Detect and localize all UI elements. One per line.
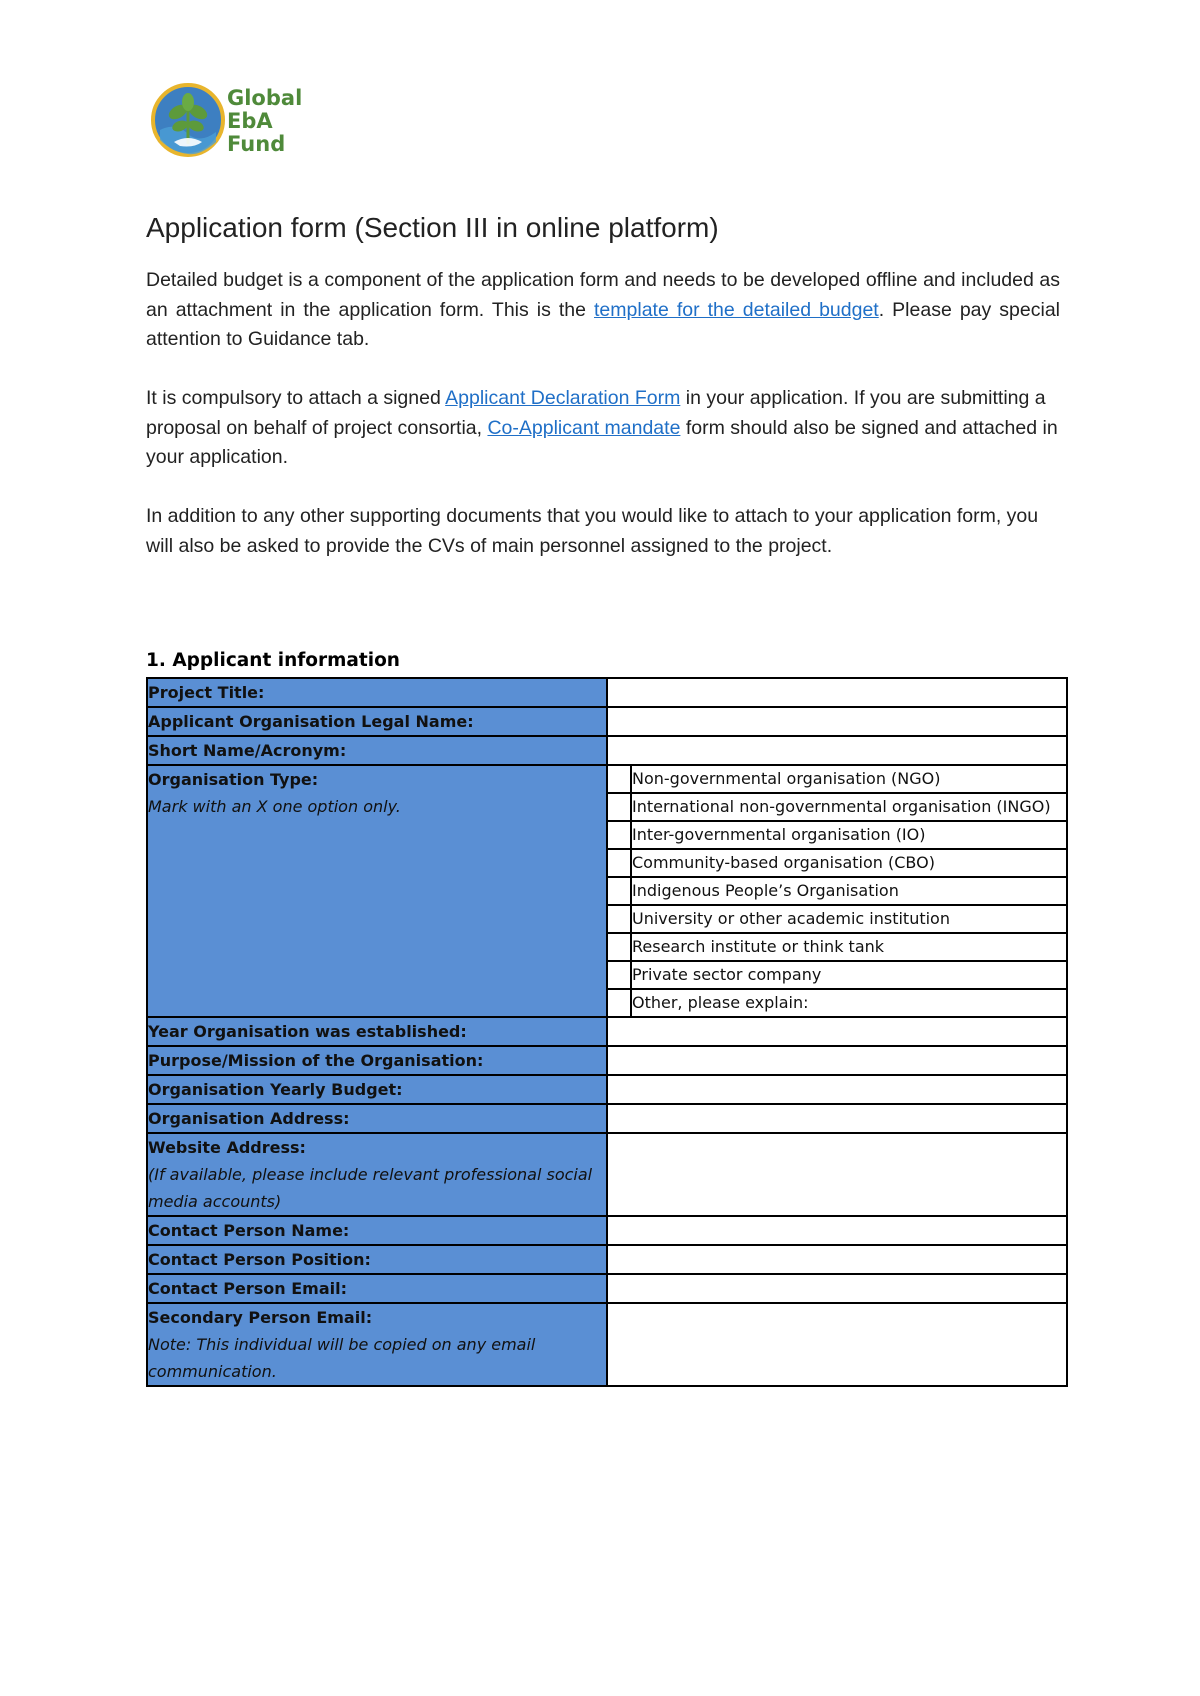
field-label: Applicant Organisation Legal Name:: [147, 707, 607, 736]
field-label: Project Title:: [147, 678, 607, 707]
field-label: Contact Person Email:: [147, 1274, 607, 1303]
purpose-mission-field[interactable]: [607, 1046, 1067, 1075]
field-label: Contact Person Position:: [147, 1245, 607, 1274]
table-row: [147, 1046, 1067, 1075]
page-title: Application form (Section III in online platform): [146, 212, 719, 243]
secondary-email-field[interactable]: [607, 1303, 1067, 1386]
org-type-checkbox[interactable]: [607, 989, 631, 1017]
table-row: [147, 736, 1067, 765]
field-note: Mark with an X one option only.: [148, 797, 401, 816]
contact-position-field[interactable]: [607, 1245, 1067, 1274]
field-label: Purpose/Mission of the Organisation:: [147, 1046, 607, 1075]
budget-paragraph: [146, 266, 1060, 355]
organisation-address-field[interactable]: [607, 1104, 1067, 1133]
globe-leaf-icon: [150, 82, 226, 158]
field-label: Organisation Address:: [147, 1104, 607, 1133]
org-type-option: International non-governmental organisation (INGO): [631, 793, 1067, 821]
declaration-paragraph: [146, 384, 1060, 473]
table-row: [147, 1303, 1067, 1386]
paragraph-text: . Please pay special attention to Guidance tab.: [146, 298, 1060, 350]
applicant-declaration-form-link[interactable]: Applicant Declaration Form: [445, 387, 681, 409]
org-type-option: Other, please explain:: [631, 989, 1067, 1017]
org-type-checkbox[interactable]: [607, 877, 631, 905]
field-note: Note: This individual will be copied on any email communication.: [148, 1335, 536, 1381]
paragraph-text: Detailed budget is a component of the application form and needs to be developed offline and included as an attachment in the application form. This is the: [146, 269, 1060, 321]
org-type-option: Inter-governmental organisation (IO): [631, 821, 1067, 849]
org-type-checkbox[interactable]: [607, 849, 631, 877]
table-row: [147, 678, 1067, 707]
section-heading: 1. Applicant information: [146, 650, 400, 671]
table-row: [147, 1017, 1067, 1046]
table-row: [147, 1133, 1067, 1216]
org-type-option: Non-governmental organisation (NGO): [631, 765, 1067, 793]
field-label: Short Name/Acronym:: [147, 736, 607, 765]
field-label: Secondary Person Email:: [148, 1308, 373, 1327]
org-type-option: University or other academic institution: [631, 905, 1067, 933]
field-label: Organisation Yearly Budget:: [147, 1075, 607, 1104]
table-row: [147, 1104, 1067, 1133]
logo-line: Fund: [227, 132, 286, 156]
organisation-type-label-cell: [147, 765, 607, 1017]
website-label-cell: [147, 1133, 607, 1216]
project-title-field[interactable]: [607, 678, 1067, 707]
org-type-checkbox[interactable]: [607, 793, 631, 821]
field-label: Contact Person Name:: [147, 1216, 607, 1245]
paragraph-text: It is compulsory to attach a signed: [146, 387, 446, 409]
contact-email-field[interactable]: [607, 1274, 1067, 1303]
table-row: [147, 1274, 1067, 1303]
org-type-checkbox[interactable]: [607, 933, 631, 961]
yearly-budget-field[interactable]: [607, 1075, 1067, 1104]
field-label: Website Address:: [148, 1138, 306, 1157]
year-established-field[interactable]: [607, 1017, 1067, 1046]
org-type-option: Community-based organisation (CBO): [631, 849, 1067, 877]
table-row: [147, 765, 1067, 793]
table-row: [147, 1216, 1067, 1245]
table-row: [147, 707, 1067, 736]
paragraph-text: in your application. If you are submitting a proposal on behalf of project consortia,: [146, 387, 1046, 439]
detailed-budget-template-link[interactable]: template for the detailed budget: [594, 298, 879, 321]
co-applicant-mandate-link[interactable]: Co-Applicant mandate: [487, 416, 681, 439]
supporting-documents-paragraph: In addition to any other supporting documents that you would like to attach to your application form, you will also be asked to provide the CVs of main personnel assigned to the project.: [146, 505, 1039, 557]
logo-line: EbA: [227, 109, 273, 133]
acronym-field[interactable]: [607, 736, 1067, 765]
paragraph-text: form should also be signed and attached in your application.: [146, 416, 1058, 468]
logo-line: Global: [227, 86, 303, 110]
org-type-checkbox[interactable]: [607, 765, 631, 793]
field-label: Organisation Type:: [148, 770, 319, 789]
applicant-information-table: [146, 677, 1068, 1387]
table-row: [147, 1245, 1067, 1274]
table-row: [147, 1075, 1067, 1104]
org-type-checkbox[interactable]: [607, 821, 631, 849]
logo-wordmark: [227, 87, 302, 156]
field-label: Year Organisation was established:: [147, 1017, 607, 1046]
website-address-field[interactable]: [607, 1133, 1067, 1216]
org-type-option: Indigenous People’s Organisation: [631, 877, 1067, 905]
org-type-option: Research institute or think tank: [631, 933, 1067, 961]
org-type-checkbox[interactable]: [607, 905, 631, 933]
org-type-option: Private sector company: [631, 961, 1067, 989]
field-note: (If available, please include relevant professional social media accounts): [148, 1165, 593, 1211]
legal-name-field[interactable]: [607, 707, 1067, 736]
contact-name-field[interactable]: [607, 1216, 1067, 1245]
global-eba-fund-logo: [150, 82, 310, 167]
secondary-email-label-cell: [147, 1303, 607, 1386]
org-type-checkbox[interactable]: [607, 961, 631, 989]
